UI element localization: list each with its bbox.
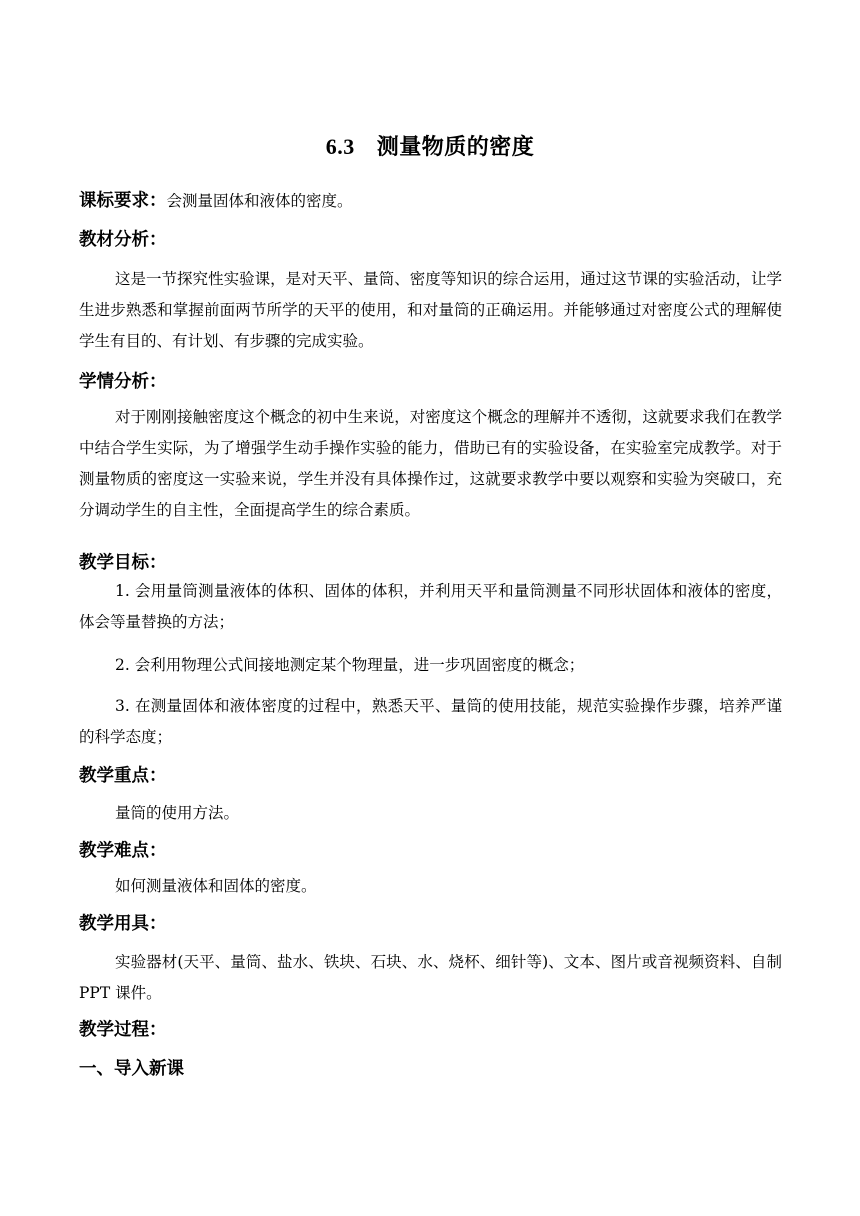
goal-item-3-wrap (79, 691, 782, 753)
teaching-goals-heading: 教学目标： (79, 553, 167, 573)
teaching-goals-section (79, 576, 782, 638)
learner-analysis-section (79, 402, 782, 526)
learner-analysis-heading: 学情分析： (79, 372, 167, 392)
teaching-tools-text: 实验器材(天平、量筒、盐水、铁块、石块、水、烧杯、细针等)、文本、图片或音视频资料、自制 PPT 课件。 (79, 953, 782, 1002)
section-one-heading: 一、导入新课 (79, 1059, 184, 1079)
goal-item-2-wrap (79, 650, 782, 681)
difficulties-heading: 教学难点： (79, 841, 167, 861)
learner-analysis-text: 对于刚刚接触密度这个概念的初中生来说，对密度这个概念的理解并不透彻，这就要求我们在教学中结合学生实际，为了增强学生动手操作实验的能力，借助已有的实验设备，在实验室完成教学。对于测量物质的密度这一实验来说，学生并没有具体操作过，这就要求教学中要以观察和实验为突破口，充分调动学生的自主性，全面提高学生的综合素质。 (79, 408, 782, 519)
goal-item-2: 2. 会利用物理公式间接地测定某个物理量，进一步巩固密度的概念； (115, 656, 585, 674)
title-number: 6.3 (325, 134, 355, 159)
teaching-tools-heading: 教学用具： (79, 914, 167, 934)
goal-item-1: 1. 会用量筒测量液体的体积、固体的体积，并利用天平和量筒测量不同形状固体和液体的密度，体会等量替换的方法； (79, 582, 782, 631)
curriculum-requirement-heading: 课标要求： (79, 191, 167, 211)
teaching-tools-section (79, 947, 782, 1009)
textbook-analysis-heading: 教材分析： (79, 230, 167, 250)
page-title (0, 130, 860, 161)
key-points-heading: 教学重点： (79, 766, 167, 786)
textbook-analysis-section (79, 264, 782, 357)
teaching-process-heading: 教学过程： (79, 1020, 167, 1040)
textbook-analysis-text: 这是一节探究性实验课，是对天平、量筒、密度等知识的综合运用，通过这节课的实验活动，让学生进步熟悉和掌握前面两节所学的天平的使用，和对量筒的正确运用。并能够通过对密度公式的理解使学生有目的、有计划、有步骤的完成实验。 (79, 270, 782, 350)
curriculum-requirement-text: 会测量固体和液体的密度。 (166, 192, 353, 210)
title-text: 测量物质的密度 (376, 135, 535, 160)
key-points-text: 量筒的使用方法。 (115, 804, 240, 822)
curriculum-requirement (79, 189, 782, 213)
difficulties-text: 如何测量液体和固体的密度。 (115, 877, 317, 895)
goal-item-3: 3. 在测量固体和液体密度的过程中，熟悉天平、量筒的使用技能，规范实验操作步骤，培养严谨的科学态度； (79, 697, 782, 746)
